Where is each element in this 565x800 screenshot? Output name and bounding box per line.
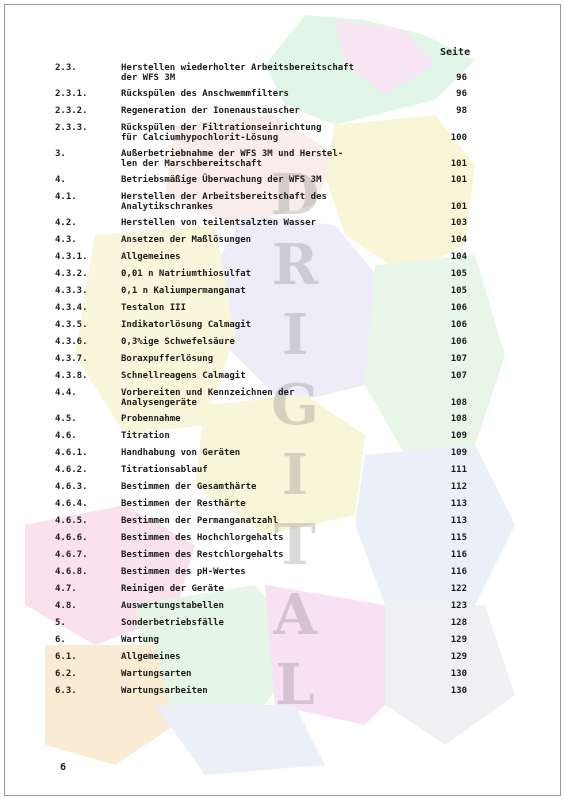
toc-page-number: 107 xyxy=(450,354,467,364)
toc-entry xyxy=(5,320,560,330)
toc-section-number: 4.3.4. xyxy=(55,303,88,313)
toc-page-number: 108 xyxy=(450,398,467,408)
toc-section-title: Titrationsablauf xyxy=(121,465,208,475)
toc-page-number: 103 xyxy=(450,218,467,228)
watermark-letter: I xyxy=(281,302,309,368)
toc-section-number: 4.3.2. xyxy=(55,269,88,279)
toc-section-title: Regeneration der Ionenaustauscher xyxy=(121,106,300,116)
toc-entry xyxy=(5,337,560,347)
toc-page-number: 104 xyxy=(450,235,467,245)
toc-entry xyxy=(5,106,560,116)
toc-entry xyxy=(5,354,560,364)
toc-page-number: 106 xyxy=(450,337,467,347)
toc-entry xyxy=(5,686,560,696)
toc-section-title: Testalon III xyxy=(121,303,187,313)
toc-section-title: Herstellen der Arbeitsbereitschaft des Analytikschrankes xyxy=(121,192,327,212)
toc-page-number: 112 xyxy=(450,482,467,492)
toc-entry xyxy=(5,516,560,526)
toc-page-number: 123 xyxy=(450,601,467,611)
toc-entry xyxy=(5,652,560,662)
toc-section-title: Schnellreagens Calmagit xyxy=(121,371,246,381)
watermark-letter: L xyxy=(275,652,315,718)
toc-section-number: 3. xyxy=(55,149,66,159)
toc-section-title: Bestimmen des Restchlorgehalts xyxy=(121,550,284,560)
toc-section-number: 4.6.3. xyxy=(55,482,88,492)
toc-page-number: 113 xyxy=(450,516,467,526)
toc-page-number: 105 xyxy=(450,269,467,279)
watermark-letter: D xyxy=(270,162,320,228)
toc-page-number: 107 xyxy=(450,371,467,381)
toc-section-title: Außerbetriebnahme der WFS 3M und Herstel- len der Marschbereitschaft xyxy=(121,149,344,169)
toc-section-number: 4.6.1. xyxy=(55,448,88,458)
toc-page-number: 130 xyxy=(450,669,467,679)
toc-page-number: 101 xyxy=(450,175,467,185)
toc-page-number: 101 xyxy=(450,159,467,169)
toc-section-title: Allgemeines xyxy=(121,652,181,662)
toc-page-number: 104 xyxy=(450,252,467,262)
toc-section-title: Ansetzen der Maßlösungen xyxy=(121,235,252,245)
toc-section-title: Rückspülen des Anschwemmfilters xyxy=(121,89,289,99)
toc-section-title: Boraxpufferlösung xyxy=(121,354,214,364)
toc-section-number: 4.6.2. xyxy=(55,465,88,475)
toc-page-number: 108 xyxy=(450,414,467,424)
toc-section-title: 0,01 n Natriumthiosulfat xyxy=(121,269,252,279)
toc-section-title: Probennahme xyxy=(121,414,181,424)
toc-entry xyxy=(5,371,560,381)
toc-section-title: Bestimmen des Hochchlorgehalts xyxy=(121,533,284,543)
toc-section-number: 4.8. xyxy=(55,601,77,611)
toc-entry xyxy=(5,533,560,543)
toc-page-number: 106 xyxy=(450,303,467,313)
toc-section-title: Betriebsmäßige Überwachung der WFS 3M xyxy=(121,175,322,185)
toc-section-title: Wartungsarten xyxy=(121,669,192,679)
toc-page-number: 96 xyxy=(456,89,467,99)
toc-section-title: Bestimmen der Resthärte xyxy=(121,499,246,509)
watermark-letter: T xyxy=(274,512,316,578)
toc-section-number: 4.1. xyxy=(55,192,77,202)
toc-section-title: Bestimmen der Permanganatzahl xyxy=(121,516,279,526)
toc-section-number: 4.3.6. xyxy=(55,337,88,347)
toc-section-title: Reinigen der Geräte xyxy=(121,584,224,594)
toc-page-number: 128 xyxy=(450,618,467,628)
toc-section-number: 4.3.7. xyxy=(55,354,88,364)
toc-section-title: Rückspülen der Filtrationseinrichtung für Calciumhypochlorit-Lösung xyxy=(121,123,322,143)
toc-section-number: 4.5. xyxy=(55,414,77,424)
toc-section-number: 4.3.3. xyxy=(55,286,88,296)
toc-section-number: 4.6.4. xyxy=(55,499,88,509)
toc-section-number: 6.3. xyxy=(55,686,77,696)
page-number: 6 xyxy=(60,762,67,773)
toc-entry xyxy=(5,431,560,441)
toc-page-number: 96 xyxy=(456,73,467,83)
table-of-contents xyxy=(5,63,560,703)
toc-section-title: 0,1 n Kaliumpermanganat xyxy=(121,286,246,296)
toc-section-number: 4.4. xyxy=(55,388,77,398)
toc-page-number: 129 xyxy=(450,635,467,645)
toc-page-number: 100 xyxy=(450,133,467,143)
toc-entry xyxy=(5,388,560,408)
toc-page-number: 106 xyxy=(450,320,467,330)
seite-header: Seite xyxy=(440,47,471,58)
toc-page-number: 122 xyxy=(450,584,467,594)
toc-section-number: 4.3.1. xyxy=(55,252,88,262)
toc-page-number: 109 xyxy=(450,448,467,458)
toc-page-number: 113 xyxy=(450,499,467,509)
toc-section-number: 4.6.5. xyxy=(55,516,88,526)
toc-section-title: Allgemeines xyxy=(121,252,181,262)
toc-section-number: 4.3.8. xyxy=(55,371,88,381)
toc-entry xyxy=(5,499,560,509)
toc-section-title: Sonderbetriebsfälle xyxy=(121,618,224,628)
toc-page-number: 111 xyxy=(450,465,467,475)
toc-section-number: 5. xyxy=(55,618,66,628)
toc-entry xyxy=(5,269,560,279)
toc-page-number: 115 xyxy=(450,533,467,543)
toc-section-title: Titration xyxy=(121,431,170,441)
toc-section-number: 2.3.2. xyxy=(55,106,88,116)
toc-entry xyxy=(5,465,560,475)
toc-entry xyxy=(5,303,560,313)
toc-section-number: 4.6. xyxy=(55,431,77,441)
toc-section-title: Bestimmen des pH-Wertes xyxy=(121,567,246,577)
toc-section-number: 4.6.8. xyxy=(55,567,88,577)
toc-section-number: 6.2. xyxy=(55,669,77,679)
watermark-letter: G xyxy=(271,372,319,438)
toc-entry xyxy=(5,618,560,628)
toc-section-title: Auswertungstabellen xyxy=(121,601,224,611)
toc-entry xyxy=(5,448,560,458)
toc-entry xyxy=(5,63,560,83)
toc-page-number: 105 xyxy=(450,286,467,296)
toc-entry xyxy=(5,286,560,296)
toc-entry xyxy=(5,635,560,645)
toc-page-number: 98 xyxy=(456,106,467,116)
toc-section-title: Handhabung von Geräten xyxy=(121,448,241,458)
toc-section-number: 4.3. xyxy=(55,235,77,245)
toc-page-number: 130 xyxy=(450,686,467,696)
toc-entry xyxy=(5,89,560,99)
toc-section-number: 4.6.6. xyxy=(55,533,88,543)
watermark-letter: R xyxy=(271,232,319,298)
toc-entry xyxy=(5,601,560,611)
toc-section-title: Herstellen von teilentsalzten Wasser xyxy=(121,218,317,228)
toc-entry xyxy=(5,482,560,492)
toc-entry xyxy=(5,235,560,245)
toc-section-number: 2.3.1. xyxy=(55,89,88,99)
toc-entry xyxy=(5,414,560,424)
toc-section-title: Wartungsarbeiten xyxy=(121,686,208,696)
toc-section-title: Indikatorlösung Calmagit xyxy=(121,320,252,330)
toc-entry xyxy=(5,149,560,169)
toc-section-number: 4. xyxy=(55,175,66,185)
toc-section-title: Wartung xyxy=(121,635,159,645)
toc-section-title: Herstellen wiederholter Arbeitsbereitschaft der WFS 3M xyxy=(121,63,354,83)
watermark-letter: A xyxy=(273,582,317,648)
toc-section-number: 4.2. xyxy=(55,218,77,228)
toc-section-number: 2.3. xyxy=(55,63,77,73)
toc-section-number: 6. xyxy=(55,635,66,645)
toc-section-number: 6.1. xyxy=(55,652,77,662)
toc-entry xyxy=(5,175,560,185)
document-page xyxy=(4,4,561,796)
toc-page-number: 116 xyxy=(450,567,467,577)
toc-section-title: Vorbereiten und Kennzeichnen der Analysengeräte xyxy=(121,388,295,408)
watermark-letter: I xyxy=(281,442,309,508)
toc-page-number: 116 xyxy=(450,550,467,560)
toc-section-number: 2.3.3. xyxy=(55,123,88,133)
toc-entry xyxy=(5,584,560,594)
toc-section-number: 4.6.7. xyxy=(55,550,88,560)
toc-section-number: 4.3.5. xyxy=(55,320,88,330)
toc-entry xyxy=(5,192,560,212)
toc-entry xyxy=(5,218,560,228)
toc-entry xyxy=(5,567,560,577)
toc-section-title: 0,3%ige Schwefelsäure xyxy=(121,337,235,347)
toc-section-title: Bestimmen der Gesamthärte xyxy=(121,482,257,492)
toc-entry xyxy=(5,669,560,679)
toc-entry xyxy=(5,123,560,143)
toc-page-number: 109 xyxy=(450,431,467,441)
toc-page-number: 101 xyxy=(450,202,467,212)
toc-entry xyxy=(5,252,560,262)
toc-page-number: 129 xyxy=(450,652,467,662)
toc-entry xyxy=(5,550,560,560)
toc-section-number: 4.7. xyxy=(55,584,77,594)
